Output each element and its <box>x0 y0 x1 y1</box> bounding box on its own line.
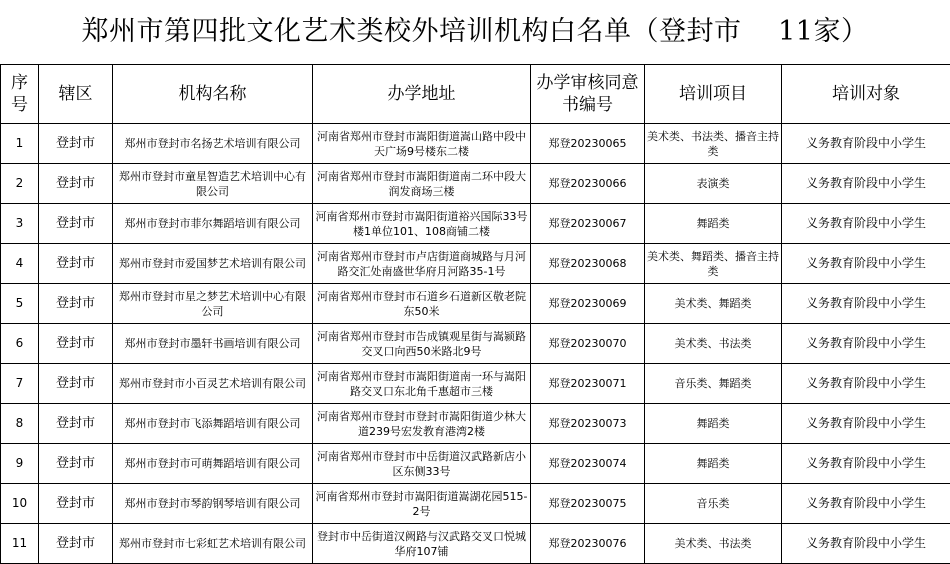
cell-audience <box>782 404 950 444</box>
cell-text: 郑州市登封市可萌舞蹈培训有限公司 <box>115 456 310 471</box>
cell-audience <box>782 204 950 244</box>
cell-text: 义务教育阶段中小学生 <box>784 136 948 151</box>
cell-text: 8 <box>3 416 36 431</box>
cell-text: 郑州市登封市菲尔舞蹈培训有限公司 <box>115 216 310 231</box>
cell-text: 义务教育阶段中小学生 <box>784 416 948 431</box>
cell-text: 美术类、书法类 <box>647 536 779 551</box>
cell-text: 郑登20230073 <box>533 416 642 431</box>
cell-text: 美术类、书法类、播音主持类 <box>647 129 779 159</box>
cell-program <box>645 124 782 164</box>
cell-program <box>645 364 782 404</box>
cell-district <box>39 484 113 524</box>
cell-audience <box>782 484 950 524</box>
cell-text: 登封市 <box>41 136 110 151</box>
cell-license-no <box>531 444 645 484</box>
cell-text: 河南省郑州市登封市告成镇观星街与嵩颍路交叉口向西50米路北9号 <box>315 329 528 359</box>
cell-program <box>645 244 782 284</box>
cell-text: 河南省郑州市登封市嵩阳街道南二环中段大润发商场三楼 <box>315 169 528 199</box>
cell-text: 河南省郑州市登封市登封市嵩阳街道少林大道239号宏发教育港湾2楼 <box>315 409 528 439</box>
cell-address <box>313 244 531 284</box>
cell-program <box>645 164 782 204</box>
cell-audience <box>782 324 950 364</box>
cell-text: 郑州市登封市七彩虹艺术培训有限公司 <box>115 536 310 551</box>
cell-text: 6 <box>3 336 36 351</box>
header-license-no: 办学审核同意书编号 <box>531 65 645 124</box>
cell-org-name <box>113 124 313 164</box>
cell-text: 郑州市登封市小百灵艺术培训有限公司 <box>115 376 310 391</box>
cell-text: 郑州市登封市飞添舞蹈培训有限公司 <box>115 416 310 431</box>
cell-text: 登封市 <box>41 496 110 511</box>
cell-text: 5 <box>3 296 36 311</box>
cell-program <box>645 444 782 484</box>
cell-program <box>645 484 782 524</box>
cell-address <box>313 524 531 564</box>
cell-org-name <box>113 204 313 244</box>
cell-index <box>1 364 39 404</box>
cell-org-name <box>113 324 313 364</box>
cell-text: 美术类、书法类 <box>647 336 779 351</box>
table-row <box>1 284 950 324</box>
cell-program <box>645 524 782 564</box>
header-program: 培训项目 <box>645 65 782 124</box>
cell-text: 郑州市登封市琴韵钢琴培训有限公司 <box>115 496 310 511</box>
cell-address <box>313 204 531 244</box>
cell-text: 河南省郑州市登封市嵩阳街道裕兴国际33号楼1单位101、108商铺二楼 <box>315 209 528 239</box>
cell-district <box>39 404 113 444</box>
cell-text: 郑州市登封市墨轩书画培训有限公司 <box>115 336 310 351</box>
cell-index <box>1 324 39 364</box>
cell-text: 登封市 <box>41 416 110 431</box>
cell-org-name <box>113 524 313 564</box>
cell-text: 10 <box>3 496 36 511</box>
whitelist-table <box>0 64 950 564</box>
cell-text: 音乐类 <box>647 496 779 511</box>
cell-org-name <box>113 404 313 444</box>
cell-address <box>313 124 531 164</box>
cell-index <box>1 404 39 444</box>
cell-district <box>39 324 113 364</box>
cell-text: 河南省郑州市登封市嵩阳街道南一环与嵩阳路交叉口东北角千惠超市三楼 <box>315 369 528 399</box>
cell-district <box>39 284 113 324</box>
cell-text: 义务教育阶段中小学生 <box>784 496 948 511</box>
cell-audience <box>782 284 950 324</box>
cell-address <box>313 484 531 524</box>
cell-license-no <box>531 484 645 524</box>
header-audience: 培训对象 <box>782 65 950 124</box>
cell-license-no <box>531 204 645 244</box>
table-row <box>1 484 950 524</box>
cell-district <box>39 124 113 164</box>
cell-license-no <box>531 404 645 444</box>
cell-text: 舞蹈类 <box>647 416 779 431</box>
cell-text: 郑登20230066 <box>533 176 642 191</box>
cell-audience <box>782 444 950 484</box>
cell-text: 郑登20230068 <box>533 256 642 271</box>
header-district: 辖区 <box>39 65 113 124</box>
cell-address <box>313 284 531 324</box>
cell-district <box>39 524 113 564</box>
cell-license-no <box>531 284 645 324</box>
cell-program <box>645 284 782 324</box>
cell-org-name <box>113 444 313 484</box>
cell-text: 4 <box>3 256 36 271</box>
cell-license-no <box>531 524 645 564</box>
cell-text: 郑登20230076 <box>533 536 642 551</box>
cell-text: 河南省郑州市登封市嵩阳街道嵩山路中段中天广场9号楼东二楼 <box>315 129 528 159</box>
cell-text: 郑登20230069 <box>533 296 642 311</box>
cell-text: 郑登20230065 <box>533 136 642 151</box>
cell-text: 义务教育阶段中小学生 <box>784 296 948 311</box>
cell-org-name <box>113 484 313 524</box>
table-row <box>1 444 950 484</box>
cell-text: 登封市 <box>41 296 110 311</box>
cell-index <box>1 204 39 244</box>
cell-org-name <box>113 284 313 324</box>
cell-text: 义务教育阶段中小学生 <box>784 536 948 551</box>
cell-text: 登封市 <box>41 256 110 271</box>
cell-text: 表演类 <box>647 176 779 191</box>
header-index: 序号 <box>1 65 39 124</box>
cell-address <box>313 164 531 204</box>
cell-text: 登封市 <box>41 216 110 231</box>
cell-program <box>645 324 782 364</box>
table-row <box>1 324 950 364</box>
table-header-row <box>1 65 950 124</box>
header-address: 办学地址 <box>313 65 531 124</box>
cell-audience <box>782 364 950 404</box>
cell-text: 登封市 <box>41 456 110 471</box>
cell-org-name <box>113 164 313 204</box>
cell-text: 登封市 <box>41 376 110 391</box>
cell-text: 郑州市登封市童星智造艺术培训中心有限公司 <box>115 169 310 199</box>
cell-text: 河南省郑州市登封市卢店街道商城路与月河路交汇处南盛世华府月河路35-1号 <box>315 249 528 279</box>
cell-text: 7 <box>3 376 36 391</box>
cell-district <box>39 204 113 244</box>
cell-license-no <box>531 124 645 164</box>
cell-text: 3 <box>3 216 36 231</box>
cell-audience <box>782 524 950 564</box>
cell-program <box>645 404 782 444</box>
cell-org-name <box>113 244 313 284</box>
cell-license-no <box>531 164 645 204</box>
cell-text: 义务教育阶段中小学生 <box>784 336 948 351</box>
cell-index <box>1 164 39 204</box>
cell-district <box>39 244 113 284</box>
cell-text: 义务教育阶段中小学生 <box>784 176 948 191</box>
cell-text: 郑州市登封市名扬艺术培训有限公司 <box>115 136 310 151</box>
cell-address <box>313 444 531 484</box>
cell-address <box>313 364 531 404</box>
cell-index <box>1 124 39 164</box>
cell-index <box>1 444 39 484</box>
cell-text: 郑州市登封市爱国梦艺术培训有限公司 <box>115 256 310 271</box>
cell-license-no <box>531 244 645 284</box>
cell-text: 11 <box>3 536 36 551</box>
cell-text: 郑登20230067 <box>533 216 642 231</box>
table-row <box>1 124 950 164</box>
cell-text: 登封市中岳街道汉阙路与汉武路交叉口悦城华府107铺 <box>315 529 528 559</box>
cell-text: 登封市 <box>41 176 110 191</box>
cell-text: 1 <box>3 136 36 151</box>
cell-text: 9 <box>3 456 36 471</box>
cell-text: 义务教育阶段中小学生 <box>784 376 948 391</box>
table-row <box>1 204 950 244</box>
cell-text: 2 <box>3 176 36 191</box>
cell-text: 美术类、舞蹈类 <box>647 296 779 311</box>
cell-audience <box>782 164 950 204</box>
cell-license-no <box>531 364 645 404</box>
cell-text: 郑登20230074 <box>533 456 642 471</box>
cell-district <box>39 444 113 484</box>
cell-text: 河南省郑州市登封市嵩阳街道嵩湖花园515-2号 <box>315 489 528 519</box>
cell-text: 义务教育阶段中小学生 <box>784 216 948 231</box>
cell-address <box>313 404 531 444</box>
cell-index <box>1 244 39 284</box>
header-org-name: 机构名称 <box>113 65 313 124</box>
cell-text: 舞蹈类 <box>647 456 779 471</box>
cell-text: 舞蹈类 <box>647 216 779 231</box>
table-row <box>1 244 950 284</box>
cell-address <box>313 324 531 364</box>
cell-text: 郑州市登封市星之梦艺术培训中心有限公司 <box>115 289 310 319</box>
cell-district <box>39 364 113 404</box>
cell-text: 郑登20230071 <box>533 376 642 391</box>
cell-text: 音乐类、舞蹈类 <box>647 376 779 391</box>
cell-text: 河南省郑州市登封市石道乡石道新区敬老院东50米 <box>315 289 528 319</box>
cell-text: 美术类、舞蹈类、播音主持类 <box>647 249 779 279</box>
cell-audience <box>782 124 950 164</box>
cell-audience <box>782 244 950 284</box>
cell-index <box>1 484 39 524</box>
cell-text: 义务教育阶段中小学生 <box>784 456 948 471</box>
cell-text: 登封市 <box>41 336 110 351</box>
cell-text: 登封市 <box>41 536 110 551</box>
cell-index <box>1 284 39 324</box>
table-row <box>1 404 950 444</box>
table-row <box>1 164 950 204</box>
page-title: 郑州市第四批文化艺术类校外培训机构白名单（登封市 11家） <box>0 0 950 64</box>
cell-index <box>1 524 39 564</box>
cell-text: 河南省郑州市登封市中岳街道汉武路新店小区东侧33号 <box>315 449 528 479</box>
table-row <box>1 364 950 404</box>
table-row <box>1 524 950 564</box>
cell-program <box>645 204 782 244</box>
cell-text: 义务教育阶段中小学生 <box>784 256 948 271</box>
cell-district <box>39 164 113 204</box>
cell-text: 郑登20230070 <box>533 336 642 351</box>
cell-text: 郑登20230075 <box>533 496 642 511</box>
cell-license-no <box>531 324 645 364</box>
cell-org-name <box>113 364 313 404</box>
